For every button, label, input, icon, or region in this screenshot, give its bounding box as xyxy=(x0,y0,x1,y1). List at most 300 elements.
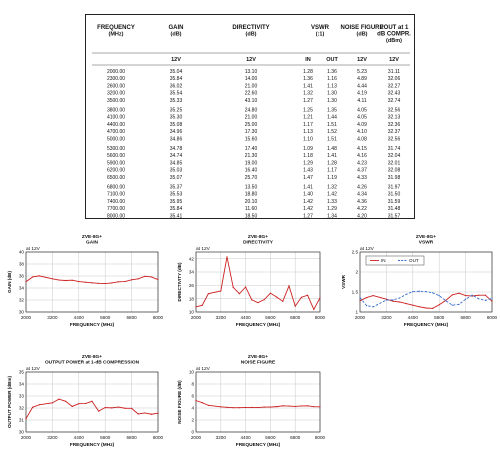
table-cell: 32.37 xyxy=(387,129,401,136)
legend-label: OUT xyxy=(409,258,419,264)
x-tick-label: 4400 xyxy=(73,435,84,440)
data-point xyxy=(288,285,289,286)
table-cell: 32.36 xyxy=(387,121,401,128)
data-point xyxy=(226,407,227,408)
x-tick-label: 3200 xyxy=(47,315,58,320)
data-point xyxy=(307,405,308,406)
data-point xyxy=(276,406,277,407)
data-point xyxy=(445,300,446,301)
table-cell: 11.60 xyxy=(244,206,258,213)
table-subheader: 12V xyxy=(357,57,367,63)
y-tick-label: 10 xyxy=(188,309,194,315)
table-cell: 5300.00 xyxy=(106,146,126,152)
chart-svg xyxy=(338,232,496,332)
table-cell: 4.44 xyxy=(357,83,367,90)
chart-subtitle: GAIN xyxy=(86,240,98,246)
data-point xyxy=(58,279,59,280)
table-cell: 3500.00 xyxy=(106,97,126,104)
table-cell: 4400.00 xyxy=(106,121,126,128)
data-point xyxy=(392,301,393,302)
data-point xyxy=(406,303,407,304)
data-point xyxy=(359,300,360,301)
data-point xyxy=(319,297,320,298)
chart-condition: at 12V xyxy=(26,367,40,372)
x-tick-label: 6800 xyxy=(290,315,301,320)
data-point xyxy=(111,407,112,408)
table-cell: 31.97 xyxy=(387,184,401,191)
data-point xyxy=(366,305,367,306)
table-cell: 1.41 xyxy=(303,83,313,90)
data-point xyxy=(85,403,86,404)
gain-chart xyxy=(4,232,162,332)
data-point xyxy=(91,282,92,283)
data-point xyxy=(359,297,360,298)
chart-svg xyxy=(174,232,324,332)
table-cell: 36.02 xyxy=(169,83,183,90)
table-cell: 7400.00 xyxy=(106,198,126,205)
y-tick-label: 4 xyxy=(191,405,194,411)
y-tick-label: 31 xyxy=(18,417,24,423)
table-cell: 1.10 xyxy=(303,136,313,143)
x-tick-label: 2000 xyxy=(190,435,202,440)
data-point xyxy=(52,278,53,279)
data-point xyxy=(276,296,277,297)
data-point xyxy=(270,406,271,407)
table-cell: 21.00 xyxy=(244,114,258,121)
data-point xyxy=(399,301,400,302)
data-point xyxy=(58,399,59,400)
table-cell: 35.54 xyxy=(169,90,183,97)
x-tick-label: 8000 xyxy=(314,315,326,320)
x-tick-label: 2000 xyxy=(190,315,202,320)
data-point xyxy=(85,282,86,283)
data-point xyxy=(425,307,426,308)
x-tick-label: 5600 xyxy=(265,315,276,320)
table-cell: 1.42 xyxy=(327,191,337,198)
data-point xyxy=(264,407,265,408)
data-point xyxy=(202,402,203,403)
x-axis-label: FREQUENCY (MHz) xyxy=(403,323,449,328)
table-cell: 1.41 xyxy=(303,184,313,191)
x-tick-label: 6800 xyxy=(460,315,471,320)
table-cell: 1.27 xyxy=(303,97,313,104)
spec-table xyxy=(85,14,415,219)
data-point xyxy=(220,406,221,407)
series-line xyxy=(26,399,158,419)
table-header-label: FREQUENCY xyxy=(97,25,135,31)
x-tick-label: 3200 xyxy=(215,315,226,320)
table-cell: 35.84 xyxy=(169,76,183,83)
table-cell: 24.80 xyxy=(244,107,258,114)
x-tick-label: 4400 xyxy=(407,315,418,320)
data-point xyxy=(432,308,433,309)
table-cell: 7100.00 xyxy=(106,191,126,198)
y-tick-label: 30 xyxy=(18,309,24,315)
x-tick-label: 8000 xyxy=(152,315,164,320)
data-point xyxy=(65,401,66,402)
table-cell: 1.28 xyxy=(327,160,337,167)
table-cell: 4.05 xyxy=(357,114,367,121)
data-point xyxy=(124,408,125,409)
data-point xyxy=(118,281,119,282)
chart-svg xyxy=(4,352,162,452)
x-tick-label: 2000 xyxy=(20,435,32,440)
series-line xyxy=(196,401,320,408)
table-cell: 1.32 xyxy=(327,184,337,191)
output-power-chart xyxy=(4,352,162,452)
data-point xyxy=(478,298,479,299)
table-cell: 25.70 xyxy=(244,174,258,181)
table-cell: 4.37 xyxy=(357,167,367,174)
data-point xyxy=(220,290,221,291)
table-cell: 1.44 xyxy=(327,114,337,121)
table-cell: 6800.00 xyxy=(106,184,126,191)
table-cell: 4.15 xyxy=(357,146,367,152)
y-axis-label: NOISE FIGURE (dB) xyxy=(177,380,182,424)
x-axis-label: FREQUENCY (MHz) xyxy=(69,323,115,328)
table-cell: 1.43 xyxy=(303,167,313,174)
chart-subtitle: OUTPUT POWER at 1-dB COMPRESSION xyxy=(44,360,140,366)
data-point xyxy=(485,295,486,296)
data-point xyxy=(458,293,459,294)
table-cell: 32.01 xyxy=(387,160,401,167)
table-cell: 1.33 xyxy=(327,198,337,205)
data-point xyxy=(111,282,112,283)
data-point xyxy=(131,408,132,409)
data-point xyxy=(452,294,453,295)
data-point xyxy=(439,295,440,296)
data-point xyxy=(78,281,79,282)
table-cell: 31.74 xyxy=(387,146,401,152)
table-cell: 1.09 xyxy=(303,146,313,152)
data-point xyxy=(245,407,246,408)
table-subheader: 12V xyxy=(171,57,181,63)
table-cell: 4.11 xyxy=(357,97,367,104)
x-tick-label: 5600 xyxy=(100,315,111,320)
table-cell: 31.98 xyxy=(387,174,401,181)
table-cell: 32.04 xyxy=(387,153,401,160)
table-cell: 5600.00 xyxy=(106,153,126,160)
data-point xyxy=(202,305,203,306)
data-point xyxy=(465,295,466,296)
table-cell: 1.47 xyxy=(303,174,313,181)
x-tick-label: 6800 xyxy=(126,435,137,440)
table-cell: 5900.00 xyxy=(106,160,126,167)
table-cell: 15.60 xyxy=(244,136,258,143)
table-subheader: IN xyxy=(305,57,311,63)
data-point xyxy=(52,402,53,403)
y-tick-label: 30 xyxy=(18,429,24,435)
table-cell: 1.30 xyxy=(327,97,337,104)
plot-frame xyxy=(26,252,158,312)
x-tick-label: 4400 xyxy=(73,315,84,320)
data-point xyxy=(307,295,308,296)
chart-condition: at 12V xyxy=(26,247,40,252)
data-point xyxy=(151,414,152,415)
table-cell: 4.22 xyxy=(357,206,367,213)
data-point xyxy=(25,418,26,419)
chart-condition: at 12V xyxy=(360,247,374,252)
table-cell: 1.32 xyxy=(303,90,313,97)
y-tick-label: 10 xyxy=(188,369,194,375)
data-point xyxy=(399,297,400,298)
data-point xyxy=(452,305,453,306)
table-header-label: POUT at 1 xyxy=(379,25,409,31)
y-tick-label: 36 xyxy=(18,273,24,279)
data-point xyxy=(412,291,413,292)
table-cell: 35.08 xyxy=(169,121,183,128)
x-tick-label: 8000 xyxy=(152,435,164,440)
data-point xyxy=(313,309,314,310)
table-cell: 1.19 xyxy=(327,174,337,181)
data-point xyxy=(439,304,440,305)
table-cell: 4100.00 xyxy=(106,114,126,121)
y-tick-label: 26 xyxy=(188,282,194,288)
table-cell: 1.21 xyxy=(303,114,313,121)
table-cell: 1.17 xyxy=(327,167,337,174)
directivity-chart xyxy=(174,232,324,332)
data-point xyxy=(226,256,227,257)
vswr-chart xyxy=(338,232,496,332)
data-point xyxy=(251,299,252,300)
table-cell: 3200.00 xyxy=(106,90,126,97)
x-tick-label: 5600 xyxy=(100,435,111,440)
table-cell: 22.60 xyxy=(244,90,258,97)
x-tick-label: 8000 xyxy=(486,315,498,320)
data-point xyxy=(91,401,92,402)
data-point xyxy=(432,292,433,293)
table-cell: 1.42 xyxy=(303,206,313,213)
chart-title: ZVE-8G+ xyxy=(415,235,437,240)
data-point xyxy=(65,280,66,281)
y-axis-label: VSWR xyxy=(341,275,346,289)
chart-title: ZVE-8G+ xyxy=(247,235,269,240)
chart-svg xyxy=(4,232,162,332)
noise-figure-chart xyxy=(174,352,324,452)
table-cell: 34.74 xyxy=(169,153,183,160)
table-cell: 35.95 xyxy=(169,198,183,205)
data-point xyxy=(39,275,40,276)
table-cell: 21.30 xyxy=(244,153,258,160)
y-tick-label: 1 xyxy=(355,309,358,315)
data-point xyxy=(195,400,196,401)
data-point xyxy=(157,279,158,280)
data-point xyxy=(295,306,296,307)
data-point xyxy=(78,403,79,404)
data-point xyxy=(118,406,119,407)
data-point xyxy=(72,406,73,407)
data-point xyxy=(105,407,106,408)
table-cell: 4.16 xyxy=(357,153,367,160)
data-point xyxy=(233,407,234,408)
table-cell: 34.85 xyxy=(169,160,183,167)
table-cell: 32.08 xyxy=(387,167,401,174)
spec-table-svg xyxy=(86,15,416,220)
table-cell: 6500.00 xyxy=(106,174,126,181)
table-header-label: DIRECTIVITY xyxy=(232,25,270,31)
table-subheader: 12V xyxy=(246,57,256,63)
table-cell: 31.59 xyxy=(387,198,401,205)
table-cell: 32.74 xyxy=(387,97,401,104)
table-cell: 3800.00 xyxy=(106,107,126,114)
table-cell: 1.18 xyxy=(303,153,313,160)
chart-subtitle: NOISE FIGURE xyxy=(240,360,276,366)
data-point xyxy=(32,407,33,408)
table-cell: 35.84 xyxy=(169,206,183,213)
table-header-label: VSWR xyxy=(311,25,329,31)
data-point xyxy=(257,302,258,303)
table-cell: 19.00 xyxy=(244,160,258,167)
table-cell: 32.56 xyxy=(387,136,401,143)
data-point xyxy=(233,287,234,288)
x-tick-label: 3200 xyxy=(381,315,392,320)
table-cell: 1.13 xyxy=(303,129,313,136)
table-cell: 1.28 xyxy=(303,69,313,75)
x-tick-label: 5600 xyxy=(265,435,276,440)
data-point xyxy=(491,301,492,302)
table-cell: 1.30 xyxy=(327,90,337,97)
y-tick-label: 2 xyxy=(191,417,194,423)
table-cell: 35.33 xyxy=(169,97,183,104)
table-cell: 1.42 xyxy=(303,198,313,205)
table-cell: 4.05 xyxy=(357,107,367,114)
y-tick-label: 32 xyxy=(18,405,24,411)
data-point xyxy=(406,294,407,295)
data-point xyxy=(419,291,420,292)
table-cell: 1.25 xyxy=(303,107,313,114)
series-line xyxy=(196,257,320,310)
table-cell: 43.10 xyxy=(244,97,258,104)
table-cell: 1.41 xyxy=(327,153,337,160)
table-cell: 35.53 xyxy=(169,191,183,198)
table-cell: 35.03 xyxy=(169,167,183,174)
y-tick-label: 34 xyxy=(18,381,24,387)
table-cell: 34.96 xyxy=(169,129,183,136)
data-point xyxy=(282,405,283,406)
table-cell: 31.11 xyxy=(387,69,401,75)
table-cell: 18.50 xyxy=(244,213,258,220)
data-point xyxy=(485,300,486,301)
data-point xyxy=(392,299,393,300)
table-cell: 1.29 xyxy=(303,160,313,167)
table-cell: 1.36 xyxy=(303,76,313,83)
table-cell: 20.10 xyxy=(244,198,258,205)
table-header-unit: (dB) xyxy=(245,31,257,38)
x-tick-label: 5600 xyxy=(434,315,445,320)
table-header-unit: (:1) xyxy=(315,31,325,38)
y-tick-label: 35 xyxy=(18,369,24,375)
table-cell: 17.30 xyxy=(244,129,258,136)
table-cell: 34.86 xyxy=(169,136,183,143)
series-line xyxy=(360,291,492,307)
table-cell: 1.17 xyxy=(303,121,313,128)
data-point xyxy=(288,405,289,406)
table-cell: 4.23 xyxy=(357,160,367,167)
x-axis-label: FREQUENCY (MHz) xyxy=(235,443,281,448)
table-cell: 4.19 xyxy=(357,90,367,97)
data-point xyxy=(465,299,466,300)
table-cell: 5.23 xyxy=(357,69,367,75)
data-point xyxy=(491,298,492,299)
y-tick-label: 34 xyxy=(188,269,194,275)
x-tick-label: 4400 xyxy=(240,435,251,440)
table-cell: 4.89 xyxy=(357,76,367,83)
table-header-unit: (MHz) xyxy=(108,31,124,38)
y-tick-label: 33 xyxy=(18,393,24,399)
table-cell: 16.40 xyxy=(244,167,258,174)
chart-condition: at 12V xyxy=(196,367,210,372)
data-point xyxy=(239,293,240,294)
chart-title: ZVE-8G+ xyxy=(81,235,103,240)
y-tick-label: 8 xyxy=(191,381,194,387)
table-cell: 18.80 xyxy=(244,191,258,198)
data-point xyxy=(138,413,139,414)
chart-condition: at 12V xyxy=(196,247,210,252)
y-axis-label: GAIN (dB) xyxy=(7,271,12,293)
y-tick-label: 2.5 xyxy=(351,249,358,255)
data-point xyxy=(239,407,240,408)
data-point xyxy=(257,407,258,408)
y-tick-label: 0 xyxy=(191,429,194,435)
data-point xyxy=(144,276,145,277)
x-tick-label: 2000 xyxy=(354,315,366,320)
data-point xyxy=(124,281,125,282)
table-cell: 1.35 xyxy=(327,107,337,114)
data-point xyxy=(386,299,387,300)
y-tick-label: 6 xyxy=(191,393,194,399)
y-tick-label: 2 xyxy=(355,269,358,275)
table-cell: 2600.00 xyxy=(106,83,126,90)
table-header-unit: (dBm) xyxy=(386,38,402,44)
data-point xyxy=(98,411,99,412)
table-cell: 1.51 xyxy=(327,136,337,143)
table-cell: 1.52 xyxy=(327,129,337,136)
table-cell: 4.10 xyxy=(357,129,367,136)
table-cell: 4.34 xyxy=(357,191,367,198)
table-cell: 4.36 xyxy=(357,198,367,205)
table-cell: 7700.00 xyxy=(106,206,126,213)
data-point xyxy=(458,304,459,305)
table-cell: 35.25 xyxy=(169,107,183,114)
table-cell: 4.20 xyxy=(357,213,367,220)
table-cell: 32.13 xyxy=(387,114,401,121)
data-point xyxy=(419,306,420,307)
table-header-unit: (dB) xyxy=(170,31,182,38)
x-tick-label: 2000 xyxy=(20,315,32,320)
data-point xyxy=(151,276,152,277)
table-cell: 32.27 xyxy=(387,83,401,90)
table-cell: 35.07 xyxy=(169,174,183,181)
chart-svg xyxy=(174,352,324,452)
x-tick-label: 6800 xyxy=(126,315,137,320)
data-point xyxy=(282,301,283,302)
table-cell: 1.40 xyxy=(303,191,313,198)
data-point xyxy=(251,407,252,408)
table-subheader: OUT xyxy=(326,57,338,63)
table-subheader: 12V xyxy=(389,57,399,63)
data-point xyxy=(295,406,296,407)
x-axis-label: FREQUENCY (MHz) xyxy=(235,323,281,328)
table-cell: 4.08 xyxy=(357,136,367,143)
table-header-label: GAIN xyxy=(168,25,184,31)
data-point xyxy=(208,405,209,406)
chart-subtitle: VSWR xyxy=(418,240,434,246)
x-tick-label: 3200 xyxy=(47,435,58,440)
table-cell: 35.04 xyxy=(169,69,183,75)
table-cell: 32.56 xyxy=(387,107,401,114)
data-point xyxy=(264,299,265,300)
data-point xyxy=(301,405,302,406)
